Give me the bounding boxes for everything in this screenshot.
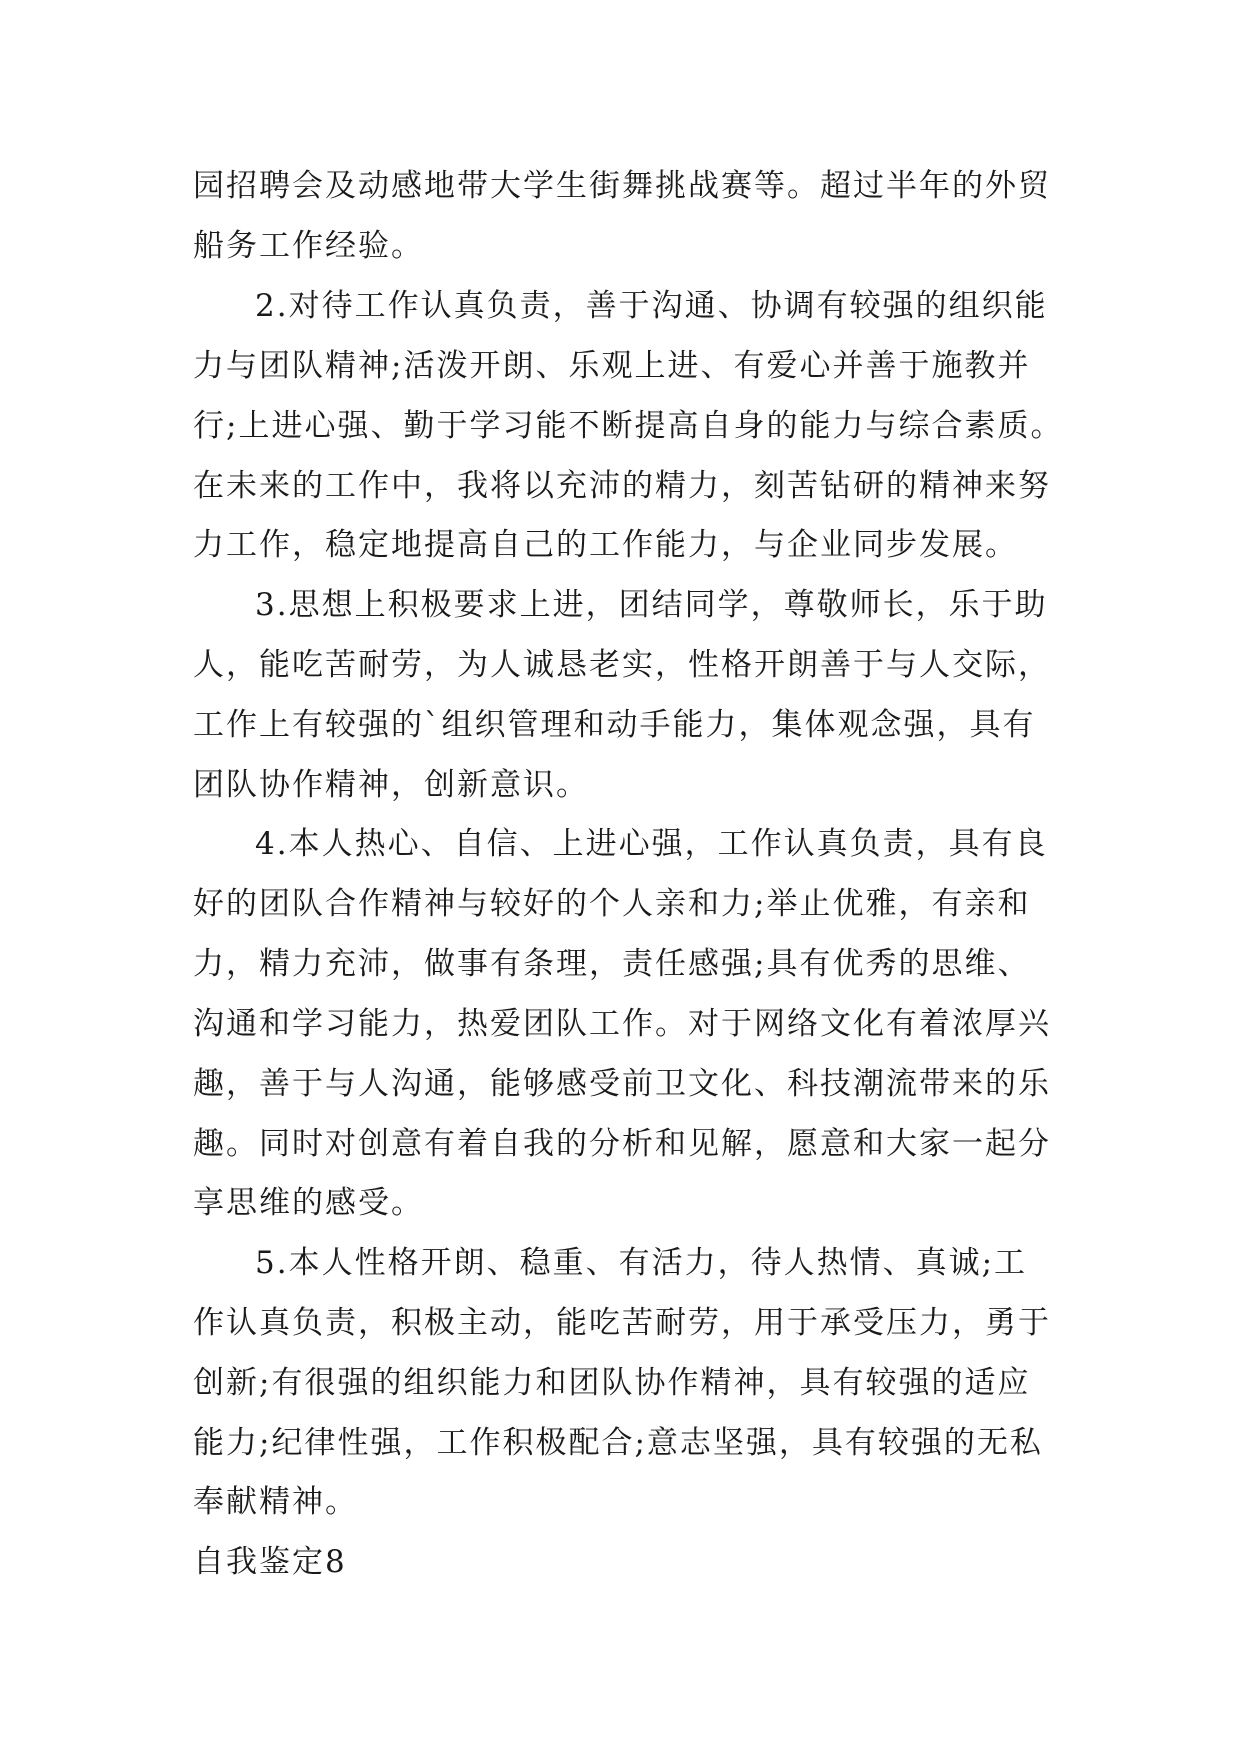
text-line: 作认真负责，积极主动，能吃苦耐劳，用于承受压力，勇于 xyxy=(193,1305,1051,1341)
text-line: 工作上有较强的`组织管理和动手能力，集体观念强，具有 xyxy=(193,707,1036,743)
text-line: 人，能吃苦耐劳，为人诚恳老实，性格开朗善于与人交际， xyxy=(193,647,1051,683)
text-line: 在未来的工作中，我将以充沛的精力，刻苦钻研的精神来努 xyxy=(193,468,1051,504)
text-line: 能力;纪律性强，工作积极配合;意志坚强，具有较强的无私 xyxy=(193,1425,1043,1461)
section-heading: 自我鉴定8 xyxy=(193,1544,347,1580)
paragraph-5-start: 5.本人性格开朗、稳重、有活力，待人热情、真诚;工 xyxy=(255,1245,1028,1281)
paragraph-3-start: 3.思想上积极要求上进，团结同学，尊敬师长，乐于助 xyxy=(255,587,1048,623)
paragraph-2-start: 2.对待工作认真负责，善于沟通、协调有较强的组织能 xyxy=(255,288,1048,324)
paragraph-4-start: 4.本人热心、自信、上进心强，工作认真负责，具有良 xyxy=(255,826,1048,862)
text-line: 团队协作精神，创新意识。 xyxy=(193,767,589,803)
text-line: 趣。同时对创意有着自我的分析和见解，愿意和大家一起分 xyxy=(193,1126,1051,1162)
text-line: 趣，善于与人沟通，能够感受前卫文化、科技潮流带来的乐 xyxy=(193,1066,1051,1102)
text-line: 船务工作经验。 xyxy=(193,228,424,264)
text-line: 享思维的感受。 xyxy=(193,1185,424,1221)
text-line: 创新;有很强的组织能力和团队协作精神，具有较强的适应 xyxy=(193,1365,1031,1401)
text-line: 奉献精神。 xyxy=(193,1484,358,1520)
text-line: 行;上进心强、勤于学习能不断提高自身的能力与综合素质。 xyxy=(193,408,1064,444)
text-line: 力，精力充沛，做事有条理，责任感强;具有优秀的思维、 xyxy=(193,946,1031,982)
text-line: 沟通和学习能力，热爱团队工作。对于网络文化有着浓厚兴 xyxy=(193,1006,1051,1042)
text-line: 园招聘会及动感地带大学生街舞挑战赛等。超过半年的外贸 xyxy=(193,168,1051,204)
text-line: 好的团队合作精神与较好的个人亲和力;举止优雅，有亲和 xyxy=(193,886,1031,922)
text-line: 力与团队精神;活泼开朗、乐观上进、有爱心并善于施教并 xyxy=(193,348,1031,384)
text-line: 力工作，稳定地提高自己的工作能力，与企业同步发展。 xyxy=(193,527,1018,563)
